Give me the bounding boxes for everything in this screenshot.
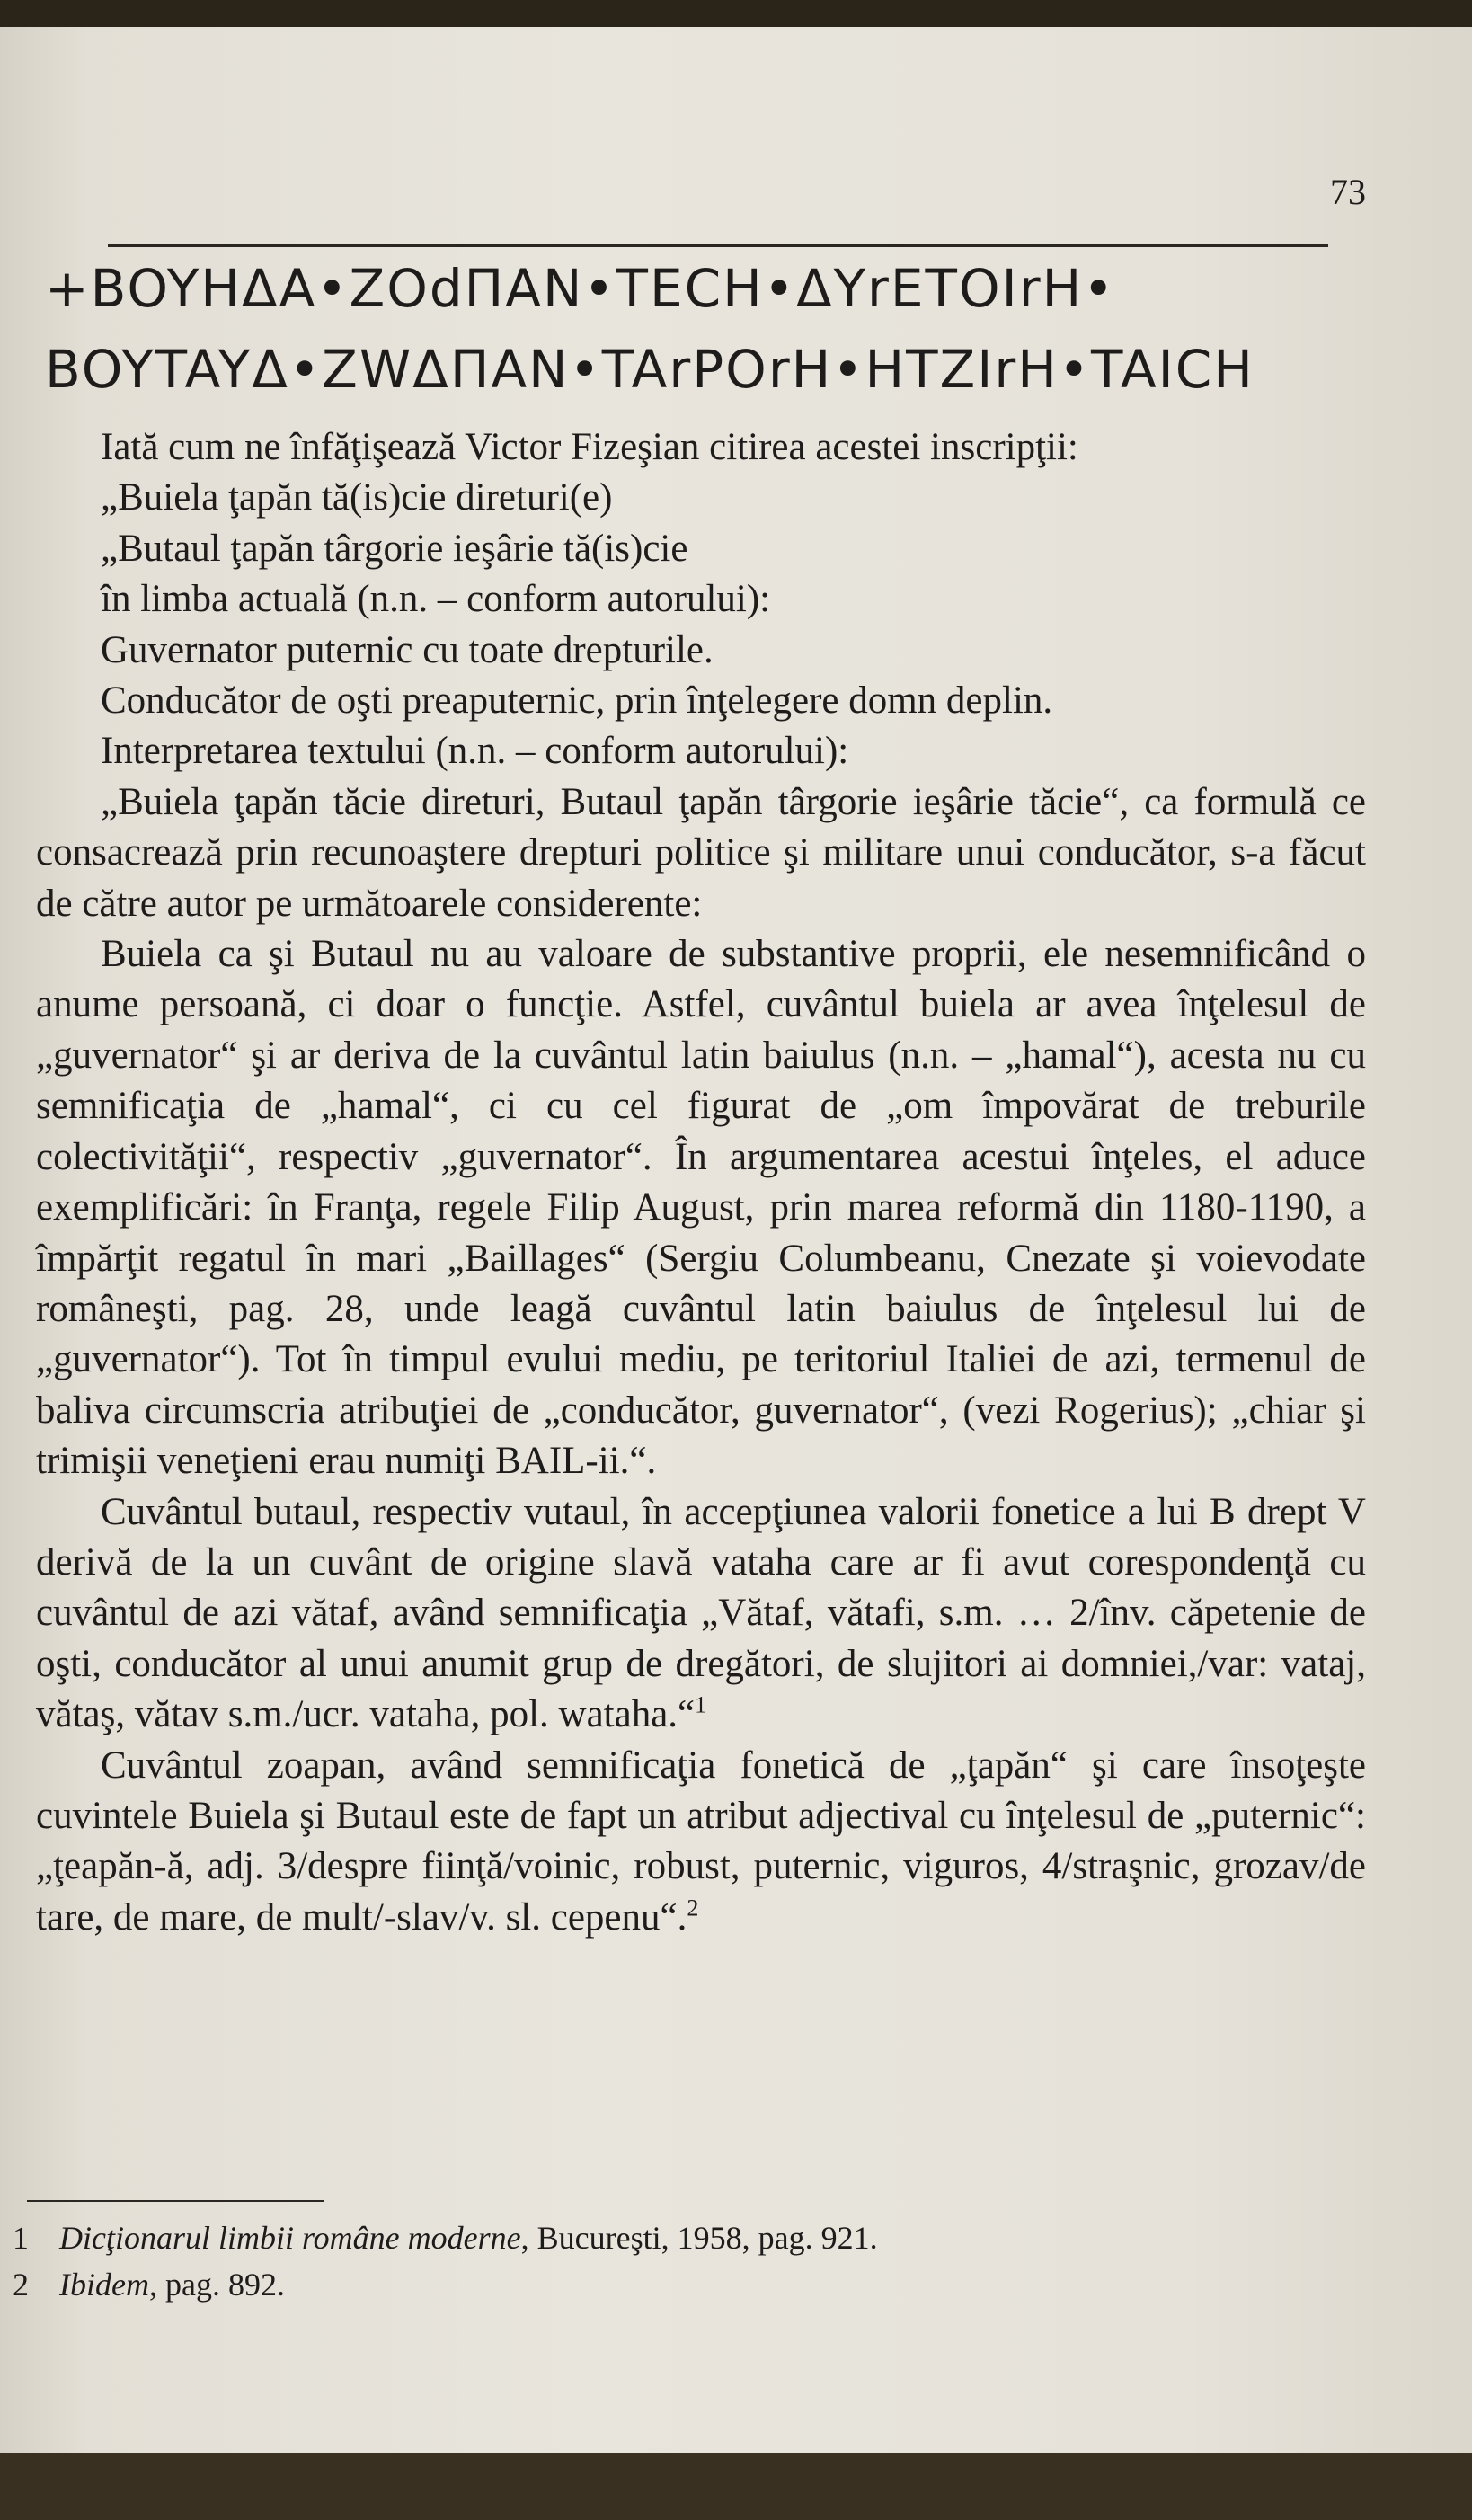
quote-line: „Butaul ţapăn târgorie ieşârie tă(is)cie (101, 527, 688, 570)
paragraph: în limba actuală (n.n. – conform autorului): (101, 578, 771, 621)
paragraph-text: Cuvântul zoapan, având semnificaţia fonetică de „ţapăn“ şi care însoţeşte cuvintele Buiela şi Butaul este de fapt un atribut adjectival cu înţelesul de „puternic“: „ţeapăn-ă, adj. 3/despre fiinţă/voinic, robust, puternic, viguros, 4/straşnic, grozav/de tare, de mare, de mult/-slav/v. sl. cepenu“. (36, 1744, 1366, 1939)
paragraph: Guvernator puternic cu toate drepturile. (101, 628, 714, 671)
footnote-ref: 1 (695, 1691, 707, 1718)
header-rule (108, 244, 1328, 247)
footnote (13, 2214, 1271, 2261)
footnote (13, 2261, 1271, 2308)
paragraph: Interpretarea textului (n.n. – conform autorului): (101, 730, 849, 773)
paragraph (36, 1487, 1366, 1741)
footnote-rest: , Bucureşti, 1958, pag. 921. (520, 2220, 878, 2256)
footnote-number: 1 (13, 2220, 29, 2256)
footnote-title: Ibidem (59, 2267, 149, 2303)
paragraph: Iată cum ne înfăţişează Victor Fizeşian citirea acestei inscripţii: (101, 426, 1078, 468)
inscription-line-2: BOYTAYΔ•ZWΔΠAN•TArPOrH•HTZIrH•TAICH (45, 343, 1255, 395)
body-text (36, 422, 1366, 1943)
paragraph-text: Cuvântul butaul, respectiv vutaul, în accepţiunea valorii fonetice a lui B drept V derivă de la un cuvânt de origine slavă vataha care ar fi avut corespondenţă cu cuvântul de azi vătaf, având semnificaţia „Vătaf, vătafi, s.m. … 2/înv. căpetenie de oşti, conducător al unui anumit grup de dregători, de slujitori ai domniei,/var: vataj, vătaş, vătav s.m./ucr. vataha, pol. wataha.“ (36, 1490, 1366, 1736)
paragraph: Buiela ca şi Butaul nu au valoare de substantive proprii, ele nesemnificând o anume persoană, ci doar o funcţie. Astfel, cuvântul buiela ar avea înţelesul de „guvernator“ şi ar deriva de la cuvântul latin baiulus (n.n. – „hamal“), acesta nu cu semnificaţia de „hamal“, ci cu cel figurat de „om împovărat de treburile colectivităţii“, respectiv „guvernator“. În argumentarea acestui înţeles, el aduce exemplificări: în Franţa, regele Filip August, prin marea reformă din 1180-1190, a împărţit regatul în mari „Baillages“ (Sergiu Columbeanu, Cnezate şi voievodate româneşti, pag. 28, unde leagă cuvântul latin baiulus de înţelesul lui de „guvernator“). Tot în timpul evului mediu, pe teritoriul Italiei de azi, termenul de baliva circumscria atribuţiei de „conducător, guvernator“, (vezi Rogerius); „chiar şi trimişii veneţieni erau numiţi BAIL-ii.“. (36, 933, 1366, 1483)
page-number: 73 (1330, 172, 1366, 212)
paragraph: Conducător de oşti preaputernic, prin înţelegere domn deplin. (101, 679, 1053, 723)
footnote-rule (27, 2200, 324, 2202)
paragraph: „Buiela ţapăn tăcie direturi, Butaul ţapăn târgorie ieşârie tăcie“, ca formulă ce consacrează prin recunoaştere drepturi politice şi militare unui conducător, s-a făcut de către autor pe următoarele considerente: (36, 780, 1366, 925)
footnote-rest: , pag. 892. (148, 2267, 285, 2303)
footnote-title: Dicţionarul limbii române moderne (59, 2220, 521, 2256)
inscription-line-1: +BOYHΔA•ZOdΠAN•TECH•ΔYrETOIrH• (45, 262, 1116, 315)
paragraph (36, 1741, 1366, 1944)
book-page (0, 27, 1472, 2453)
page-edge-shadow (0, 2453, 1472, 2520)
quote-line: „Buiela ţapăn tă(is)cie direturi(e) (101, 476, 613, 519)
footnote-ref: 2 (687, 1894, 699, 1921)
footnote-number: 2 (13, 2267, 29, 2303)
footnotes (13, 2214, 1271, 2308)
